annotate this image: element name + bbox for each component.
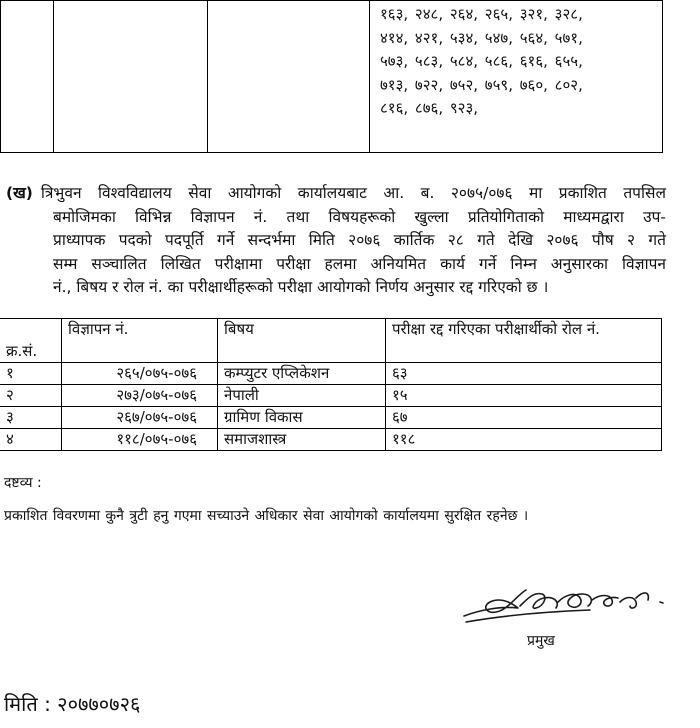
cell-serial-number: २ <box>0 385 62 407</box>
cell-subject: ग्रामिण विकास <box>218 407 386 429</box>
roll-number-table-fragment <box>0 0 663 153</box>
cell-advertisement-number: २७३/०७५-०७६ <box>62 385 218 407</box>
section-label: (ख) <box>6 184 33 202</box>
cell-serial-number: ४ <box>0 429 62 451</box>
empty-cell <box>1 1 54 153</box>
paragraph-line: बमोजिमका विभिन्न विज्ञापन नं. तथा विषयहरूको खुल्ला प्रतियोगिताको माध्यमद्वारा उप- <box>53 207 666 226</box>
paragraph-line: प्राध्यापक पदको पदपूर्ति गर्ने सन्दर्भमा मिति २०७६ कार्तिक २८ गते देखि २०७६ पौष २ गते <box>53 231 666 250</box>
section-kha-paragraph <box>6 182 666 300</box>
cell-serial-number: १ <box>0 363 62 385</box>
cancelled-candidates-table <box>0 318 662 451</box>
handwritten-signature <box>460 572 700 632</box>
table-row <box>0 407 662 429</box>
table-row <box>0 363 662 385</box>
paragraph-line: नं., बिषय र रोल नं. का परीक्षार्थीहरूको परीक्षा आयोगको निर्णय अनुसार रद्द गरिएको छ । <box>53 278 549 297</box>
roll-numbers-line: ८१६, ८७६, ९२३, <box>380 99 479 117</box>
cell-subject: समाजशास्त्र <box>218 429 386 451</box>
roll-numbers-line: ४१४, ४२१, ५३४, ५४७, ५६४, ५७१, <box>380 28 583 47</box>
header-subject: बिषय <box>218 319 386 363</box>
roll-numbers-line: ७१३, ७२२, ७५२, ७५९, ७६०, ८०२, <box>380 75 583 94</box>
signer-title: प्रमुख <box>527 633 555 649</box>
empty-cell <box>54 1 208 153</box>
cell-roll-numbers: १५ <box>386 385 662 407</box>
cell-advertisement-number: २६७/०७५-०७६ <box>62 407 218 429</box>
paragraph-line: त्रिभुवन विश्वविद्यालय सेवा आयोगको कार्यालयबाट आ. ब. २०७५/०७६ मा प्रकाशित तपसिल <box>40 184 666 202</box>
header-roll-numbers: परीक्षा रद्द गरिएका परीक्षार्थीको रोल नं. <box>386 319 662 363</box>
table-row <box>0 385 662 407</box>
empty-cell <box>208 1 370 153</box>
paragraph-line: सम्म सञ्चालित लिखित परीक्षामा परीक्षा हलमा अनियमित कार्य गर्ने निम्न अनुसारका विज्ञापन <box>53 254 666 273</box>
cell-subject: कम्प्युटर एप्लिकेशन <box>218 363 386 385</box>
cell-serial-number: ३ <box>0 407 62 429</box>
roll-numbers-line: १६३, २४८, २६४, २६५, ३२१, ३२८, <box>380 5 583 23</box>
roll-numbers-line: ५७३, ५८३, ५८४, ५८६, ६१६, ६५५, <box>380 52 583 70</box>
cell-advertisement-number: २६५/०७५-०७६ <box>62 363 218 385</box>
note-title: दष्टव्य : <box>4 475 42 491</box>
cell-roll-numbers: ६३ <box>386 363 662 385</box>
date-line: मिति : २०७७०७२६ <box>4 692 141 716</box>
cell-roll-numbers: ६७ <box>386 407 662 429</box>
header-advertisement-number: विज्ञापन नं. <box>62 319 218 363</box>
cell-subject: नेपाली <box>218 385 386 407</box>
cell-roll-numbers: ११८ <box>386 429 662 451</box>
table-row <box>0 429 662 451</box>
roll-numbers-cell <box>370 1 663 153</box>
cell-advertisement-number: ११८/०७५-०७६ <box>62 429 218 451</box>
table-row <box>1 1 663 153</box>
note-text: प्रकाशित विवरणमा कुनै त्रुटी हनु गएमा सच्याउने अधिकार सेवा आयोगको कार्यालयमा सुरक्षित रहनेछ । <box>4 508 529 524</box>
table-header-row <box>0 319 662 363</box>
header-serial-number: क्र.सं. <box>0 319 62 363</box>
